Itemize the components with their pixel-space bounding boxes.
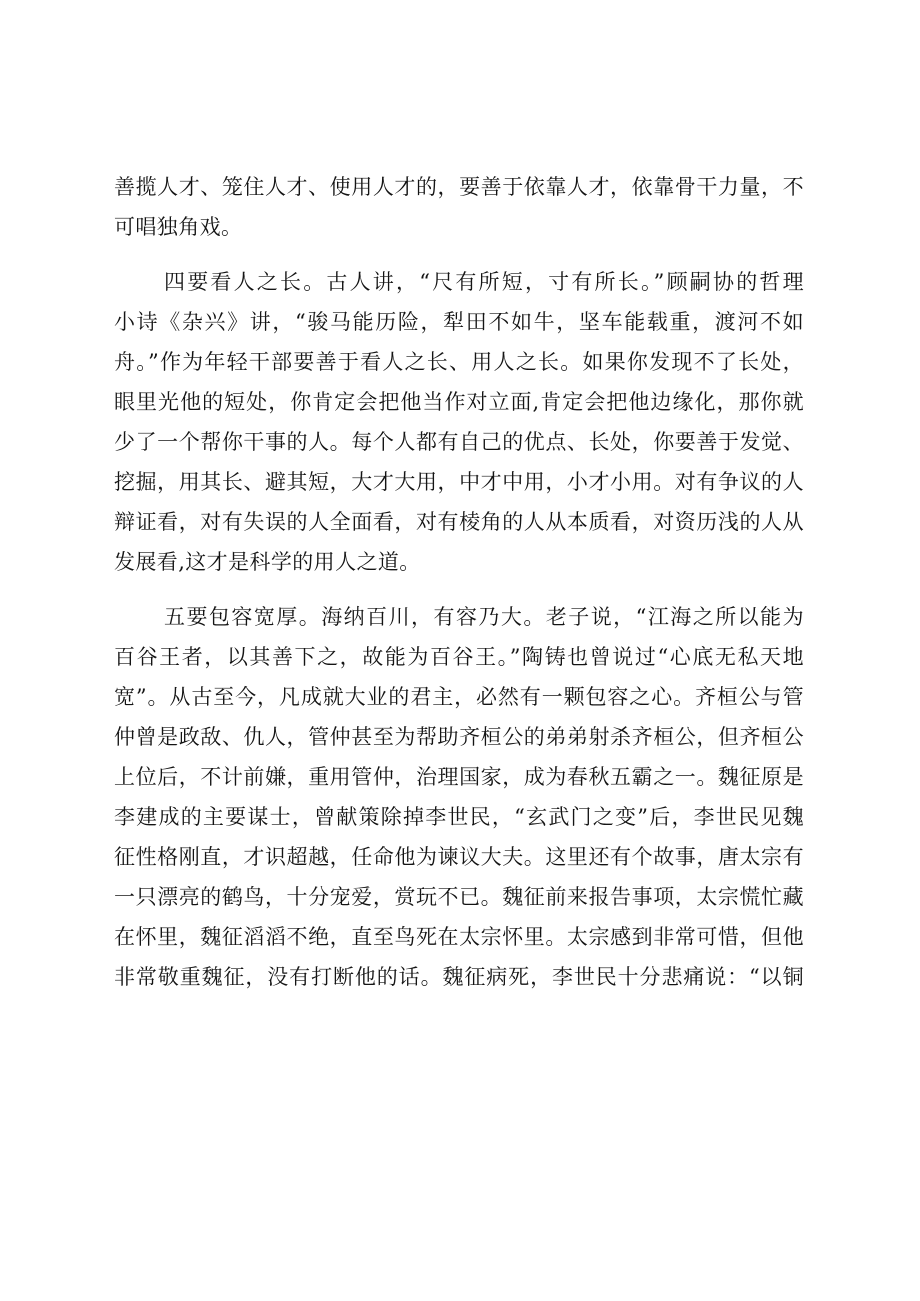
- text-line: 善揽人才、笼住人才、使用人才的，要善于依靠人才，依靠骨干力量，不: [114, 175, 804, 199]
- text-line: 小诗《杂兴》讲，“骏马能历险，犁田不如牛，坚车能载重，渡河不如: [114, 310, 804, 334]
- paragraph-continuation: [114, 167, 804, 247]
- text-line: 百谷王者，以其善下之，故能为百谷王。”陶铸也曾说过“心底无私天地: [114, 645, 804, 669]
- text-line: 征性格刚直，才识超越，任命他为谏议大夫。这里还有个故事，唐太宗有: [114, 845, 804, 869]
- text-line: 一只漂亮的鹤鸟，十分宠爱，赏玩不已。魏征前来报告事项，太宗慌忙藏: [114, 885, 804, 909]
- text-line: 宽”。从古至今，凡成就大业的君主，必然有一颗包容之心。齐桓公与管: [114, 685, 804, 709]
- text-line: 五要包容宽厚。海纳百川，有容乃大。老子说，“江海之所以能为: [164, 605, 804, 629]
- text-line: 眼里光他的短处，你肯定会把他当作对立面,肯定会把他边缘化，那你就: [114, 390, 804, 414]
- text-line: 挖掘，用其长、避其短，大才大用，中才中用，小才小用。对有争议的人: [114, 470, 804, 494]
- paragraph-tolerance: [114, 597, 804, 997]
- text-line: 可唱独角戏。: [114, 215, 243, 239]
- text-line: 上位后，不计前嫌，重用管仲，治理国家，成为春秋五霸之一。魏征原是: [114, 765, 804, 789]
- text-line: 少了一个帮你干事的人。每个人都有自己的优点、长处，你要善于发觉、: [114, 430, 804, 454]
- text-line: 非常敬重魏征，没有打断他的话。魏征病死，李世民十分悲痛说：“以铜: [114, 965, 804, 989]
- text-line: 仲曾是政敌、仇人，管仲甚至为帮助齐桓公的弟弟射杀齐桓公，但齐桓公: [114, 725, 804, 749]
- text-line: 辩证看，对有失误的人全面看，对有棱角的人从本质看，对资历浅的人从: [114, 510, 804, 534]
- paragraph-look-at-strengths: [114, 262, 804, 582]
- document-body: [114, 167, 804, 997]
- text-line: 发展看,这才是科学的用人之道。: [114, 550, 421, 574]
- text-line: 李建成的主要谋士，曾献策除掉李世民，“玄武门之变”后，李世民见魏: [114, 805, 804, 829]
- text-line: 四要看人之长。古人讲，“尺有所短，寸有所长。”顾嗣协的哲理: [164, 270, 804, 294]
- text-line: 舟。”作为年轻干部要善于看人之长、用人之长。如果你发现不了长处，: [114, 350, 804, 374]
- text-line: 在怀里，魏征滔滔不绝，直至鸟死在太宗怀里。太宗感到非常可惜，但他: [114, 925, 804, 949]
